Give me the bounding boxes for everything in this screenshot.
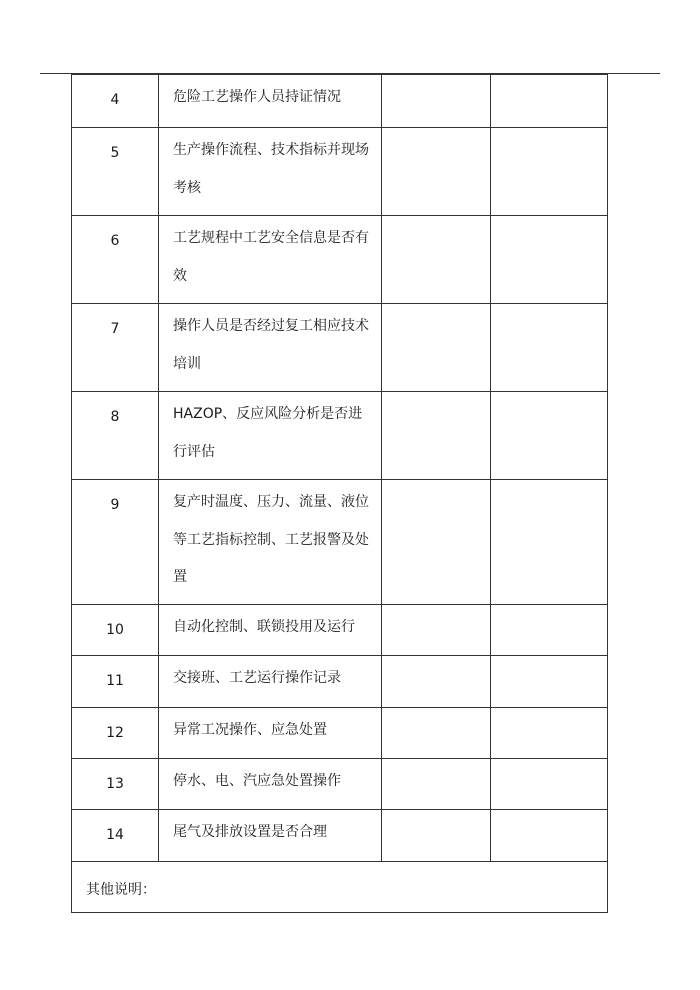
check-item xyxy=(159,75,382,128)
check-item xyxy=(159,759,382,810)
row-number: 10 xyxy=(72,605,159,656)
remark-cell[interactable] xyxy=(491,304,608,392)
remark-cell[interactable] xyxy=(491,759,608,810)
result-cell[interactable] xyxy=(382,810,491,862)
remark-cell[interactable] xyxy=(491,216,608,304)
row-number: 6 xyxy=(72,216,159,304)
remarks-row xyxy=(72,862,608,913)
remark-cell[interactable] xyxy=(491,75,608,128)
result-cell[interactable] xyxy=(382,75,491,128)
remark-cell[interactable] xyxy=(491,480,608,605)
checklist-table xyxy=(71,74,608,913)
check-item xyxy=(159,304,382,392)
result-cell[interactable] xyxy=(382,392,491,480)
row-number: 5 xyxy=(72,128,159,216)
row-number: 9 xyxy=(72,480,159,605)
remark-cell[interactable] xyxy=(491,656,608,708)
table-row xyxy=(72,708,608,759)
table-row xyxy=(72,605,608,656)
row-number: 13 xyxy=(72,759,159,810)
remark-cell[interactable] xyxy=(491,128,608,216)
check-item xyxy=(159,480,382,605)
result-cell[interactable] xyxy=(382,216,491,304)
table-row xyxy=(72,216,608,304)
row-number: 4 xyxy=(72,75,159,128)
result-cell[interactable] xyxy=(382,304,491,392)
check-item xyxy=(159,605,382,656)
table-row xyxy=(72,304,608,392)
check-item xyxy=(159,656,382,708)
result-cell[interactable] xyxy=(382,605,491,656)
row-number: 8 xyxy=(72,392,159,480)
check-item-text: 操作人员是否经过复工相应技术培训 xyxy=(173,318,369,372)
table-row xyxy=(72,810,608,862)
check-item-text: 生产操作流程、技术指标并现场考核 xyxy=(173,142,369,196)
result-cell[interactable] xyxy=(382,128,491,216)
row-number: 7 xyxy=(72,304,159,392)
remarks-label: 其他说明： xyxy=(86,882,156,898)
check-item-text: HAZOP、反应风险分析是否进行评估 xyxy=(173,406,363,460)
remark-cell[interactable] xyxy=(491,708,608,759)
check-item-text: 复产时温度、压力、流量、液位等工艺指标控制、工艺报警及处置 xyxy=(173,494,369,585)
table-row xyxy=(72,656,608,708)
check-item-text: 自动化控制、联锁投用及运行 xyxy=(173,619,355,635)
row-number: 12 xyxy=(72,708,159,759)
check-item xyxy=(159,810,382,862)
table-row xyxy=(72,480,608,605)
table-row xyxy=(72,75,608,128)
remarks-cell[interactable] xyxy=(72,862,608,913)
remark-cell[interactable] xyxy=(491,605,608,656)
check-item-text: 停水、电、汽应急处置操作 xyxy=(173,773,341,789)
row-number: 14 xyxy=(72,810,159,862)
check-item xyxy=(159,216,382,304)
check-item-text: 交接班、工艺运行操作记录 xyxy=(173,670,341,686)
check-item xyxy=(159,392,382,480)
check-item xyxy=(159,128,382,216)
table-row xyxy=(72,128,608,216)
result-cell[interactable] xyxy=(382,708,491,759)
check-item-text: 危险工艺操作人员持证情况 xyxy=(173,89,341,105)
check-item-text: 工艺规程中工艺安全信息是否有效 xyxy=(173,230,369,284)
check-item-text: 异常工况操作、应急处置 xyxy=(173,722,327,738)
result-cell[interactable] xyxy=(382,656,491,708)
check-item xyxy=(159,708,382,759)
remark-cell[interactable] xyxy=(491,392,608,480)
table-row xyxy=(72,392,608,480)
row-number: 11 xyxy=(72,656,159,708)
remark-cell[interactable] xyxy=(491,810,608,862)
result-cell[interactable] xyxy=(382,759,491,810)
table-row xyxy=(72,759,608,810)
check-item-text: 尾气及排放设置是否合理 xyxy=(173,824,327,840)
result-cell[interactable] xyxy=(382,480,491,605)
